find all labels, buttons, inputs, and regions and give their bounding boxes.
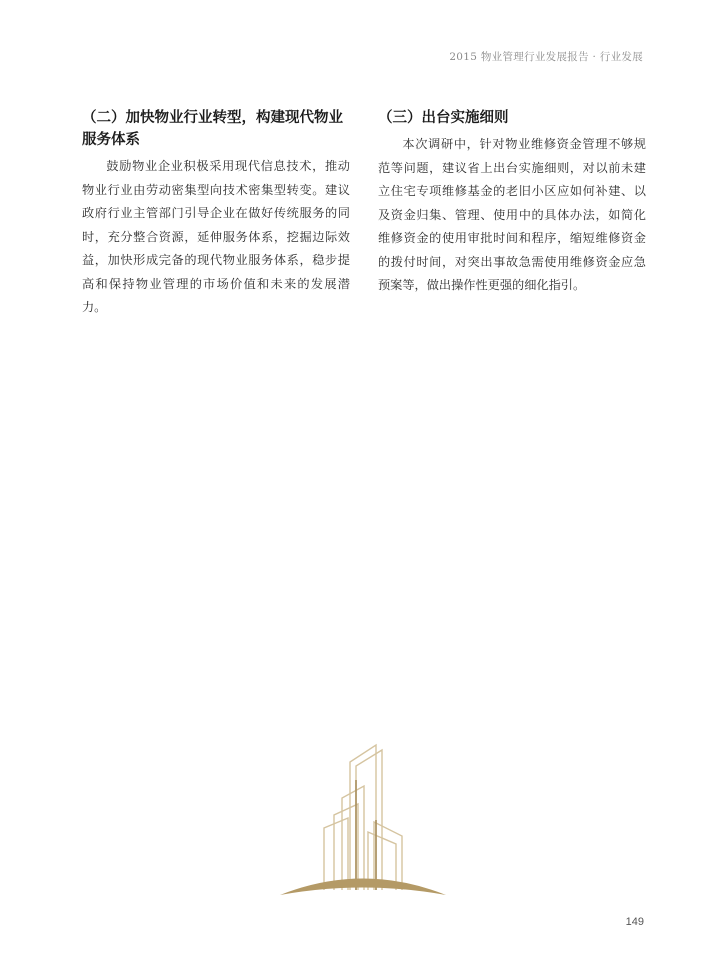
section-2	[82, 107, 350, 320]
section-3-body: 本次调研中，针对物业维修资金管理不够规范等问题，建议省上出台实施细则，对以前未建立住宅专项维修基金的老旧小区应如何补建、以及资金归集、管理、使用中的具体办法，如简化维修资金的使用审批时间和程序，缩短维修资金的拨付时间，对突出事故急需使用维修资金应急预案等，做出操作性更强的细化指引。	[378, 137, 646, 292]
section-2-body: 鼓励物业企业积极采用现代信息技术，推动物业行业由劳动密集型向技术密集型转变。建议政府行业主管部门引导企业在做好传统服务的同时，充分整合资源，延伸服务体系，挖掘边际效益，加快形成完备的现代物业服务体系，稳步提高和保持物业管理的市场价值和未来的发展潜力。	[82, 159, 350, 314]
running-header: 2015 物业管理行业发展报告 · 行业发展	[449, 51, 643, 63]
section-2-title: （二）加快物业行业转型，构建现代物业服务体系	[82, 110, 343, 148]
page-number: 149	[625, 916, 644, 928]
section-3-title: （三）出台实施细则	[378, 110, 509, 126]
section-3	[378, 107, 646, 298]
building-skyline-logo-icon	[278, 740, 448, 900]
